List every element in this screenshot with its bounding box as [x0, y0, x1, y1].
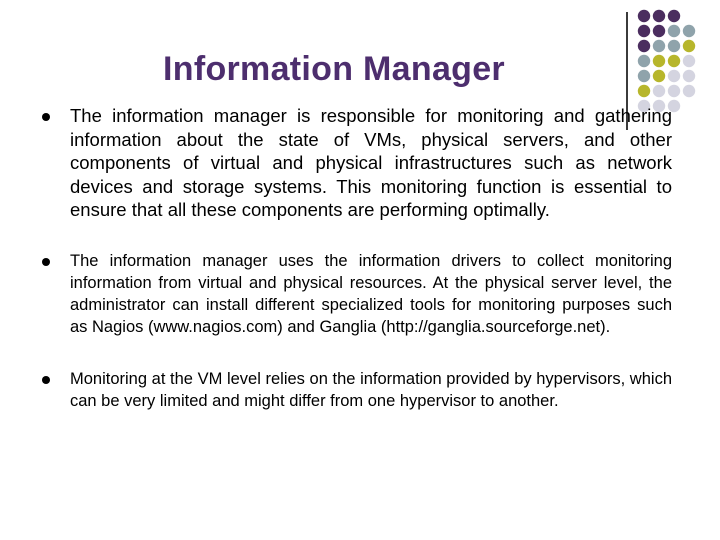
- decorative-dot: [683, 40, 695, 52]
- decorative-dot: [638, 25, 650, 37]
- decorative-dot: [653, 25, 665, 37]
- slide-title: Information Manager: [163, 50, 505, 88]
- decorative-dot: [668, 40, 680, 52]
- bullet-point: Monitoring at the VM level relies on the information provided by hypervisors, which can be very limited and might differ from one hypervisor to another.: [40, 368, 672, 412]
- decorative-dot: [668, 55, 680, 67]
- decorative-dot: [668, 70, 680, 82]
- decorative-dot: [683, 70, 695, 82]
- decorative-dot: [668, 85, 680, 97]
- decorative-dot: [653, 10, 665, 22]
- bullet-list: [40, 104, 672, 412]
- decorative-dot: [638, 10, 650, 22]
- decorative-dot: [683, 25, 695, 37]
- bullet-point: The information manager is responsible for monitoring and gathering information about the state of VMs, physical servers, and other components of virtual and physical infrastructures such as network devices and storage systems. This monitoring function is essential to ensure that all these components are performing optimally.: [40, 104, 672, 222]
- bullet-point: The information manager uses the information drivers to collect monitoring information from virtual and physical resources. At the physical server level, the administrator can install different specialized tools for monitoring purposes such as Nagios (www.nagios.com) and Ganglia (http://ganglia.sourceforge.net).: [40, 250, 672, 338]
- decorative-dot: [668, 10, 680, 22]
- decorative-dot: [668, 25, 680, 37]
- decorative-dot: [683, 85, 695, 97]
- decorative-dot: [683, 55, 695, 67]
